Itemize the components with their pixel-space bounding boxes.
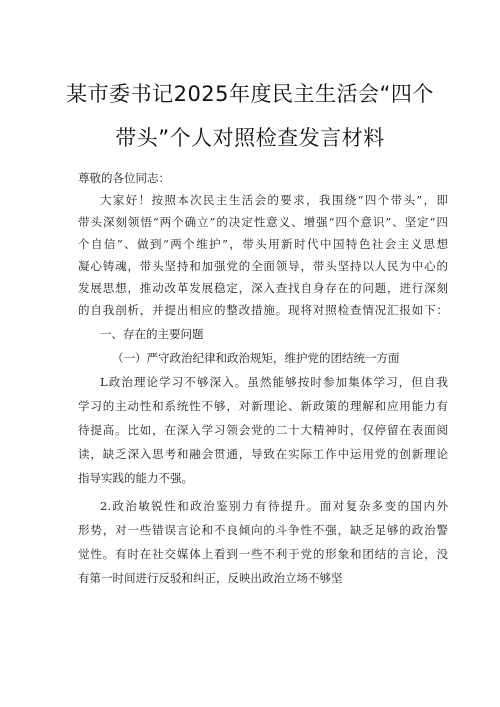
subsection-heading: （一）严守政治纪律和政治规矩，维护党的团结统一方面 <box>112 351 400 365</box>
intro-line: 带头深刻领悟“两个确立”的决定性意义、增强“四个意识”、坚定“四 <box>78 215 448 229</box>
paragraph-line: 学习的主动性和系统性不够，对新理论、新政策的理解和应用能力有 <box>78 399 448 413</box>
paragraph-line: L政治理论学习不够深入。虽然能够按时参加集体学习，但自我 <box>100 375 448 389</box>
intro-line: 凝心铸魂，带头坚持和加强党的全面领导，带头坚持以人民为中心的 <box>78 259 448 273</box>
paragraph-line: 指导实践的能力不强。 <box>78 471 193 485</box>
document-title-line-1: 某市委书记2025年度民主生活会“四个 <box>66 82 434 106</box>
paragraph-line: 待提高。比如，在深入学习领会党的二十大精神时，仅停留在表面阅 <box>78 423 448 437</box>
salutation: 尊敬的各位同志： <box>78 171 170 185</box>
intro-line: 发展思想，推动改革发展稳定，深入查找自身存在的问题，进行深刻 <box>78 281 448 295</box>
paragraph-line: 形势，对一些错误言论和不良倾向的斗争性不强，缺乏足够的政治警 <box>78 523 448 537</box>
paragraph-line: 觉性。有时在社交媒体上看到一些不利于党的形象和团结的言论，没 <box>78 547 448 561</box>
document-title-line-2: 带头”个人对照检查发言材料 <box>115 126 385 150</box>
section-heading: 一、存在的主要问题 <box>100 327 204 341</box>
intro-line: 的自我剖析，并提出相应的整改措施。现将对照检查情况汇报如下： <box>78 303 448 317</box>
paragraph-line: 2.政治敏锐性和政治鉴别力有待提升。面对复杂多变的国内外 <box>100 499 448 513</box>
paragraph-line: 有第一时间进行反驳和纠正，反映出政治立场不够坚 <box>78 571 343 585</box>
intro-line: 个自信”、做到“两个维护”，带头用新时代中国特色社会主义思想 <box>78 237 448 251</box>
paragraph-line: 读，缺乏深入思考和融会贯通，导致在实际工作中运用党的创新理论 <box>78 447 448 461</box>
intro-line: 大家好！按照本次民主生活会的要求，我围绕“四个带头”，即 <box>100 193 448 207</box>
